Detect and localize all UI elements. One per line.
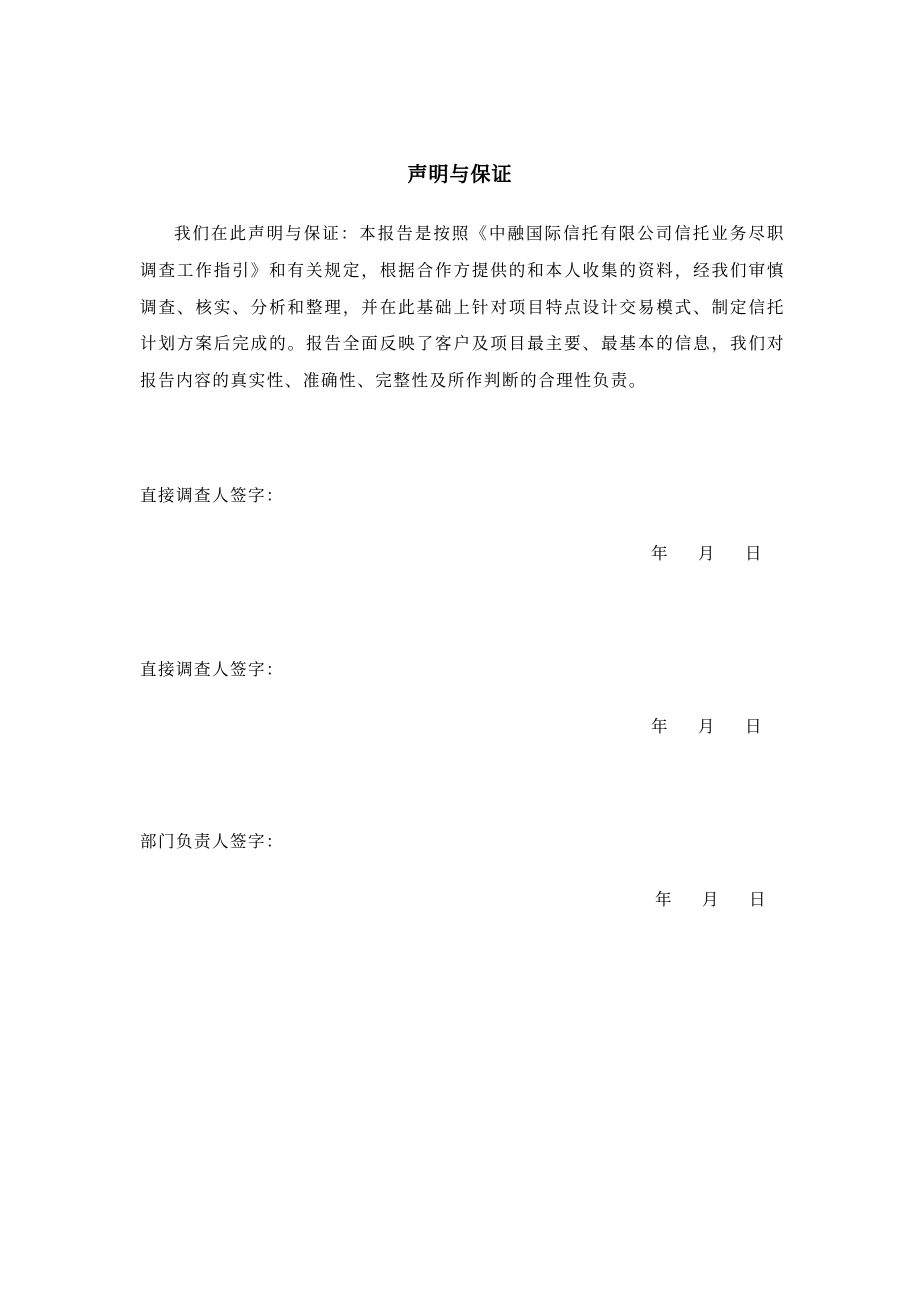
date-day: 日 — [749, 890, 766, 909]
date-year: 年 — [651, 717, 668, 736]
page-title: 声明与保证 — [407, 162, 513, 186]
signature-label-investigator-1: 直接调查人签字： — [140, 486, 284, 505]
date-year: 年 — [651, 544, 668, 563]
date-month: 月 — [698, 717, 715, 736]
date-line-1 — [0, 540, 920, 562]
signature-label-department-head: 部门负责人签字： — [140, 832, 284, 851]
date-month: 月 — [702, 890, 719, 909]
date-line-3 — [0, 886, 920, 908]
date-year: 年 — [655, 890, 672, 909]
date-day: 日 — [745, 717, 762, 736]
date-month: 月 — [698, 544, 715, 563]
signature-label-investigator-2: 直接调查人签字： — [140, 660, 284, 679]
date-line-2 — [0, 713, 920, 735]
declaration-paragraph: 我们在此声明与保证：本报告是按照《中融国际信托有限公司信托业务尽职调查工作指引》和有关规定，根据合作方提供的和本人收集的资料，经我们审慎调查、核实、分析和整理，并在此基础上针对项目特点设计交易模式、制定信托计划方案后完成的。报告全面反映了客户及项目最主要、最基本的信息，我们对报告内容的真实性、准确性、完整性及所作判断的合理性负责。 — [140, 224, 785, 391]
date-day: 日 — [745, 544, 762, 563]
